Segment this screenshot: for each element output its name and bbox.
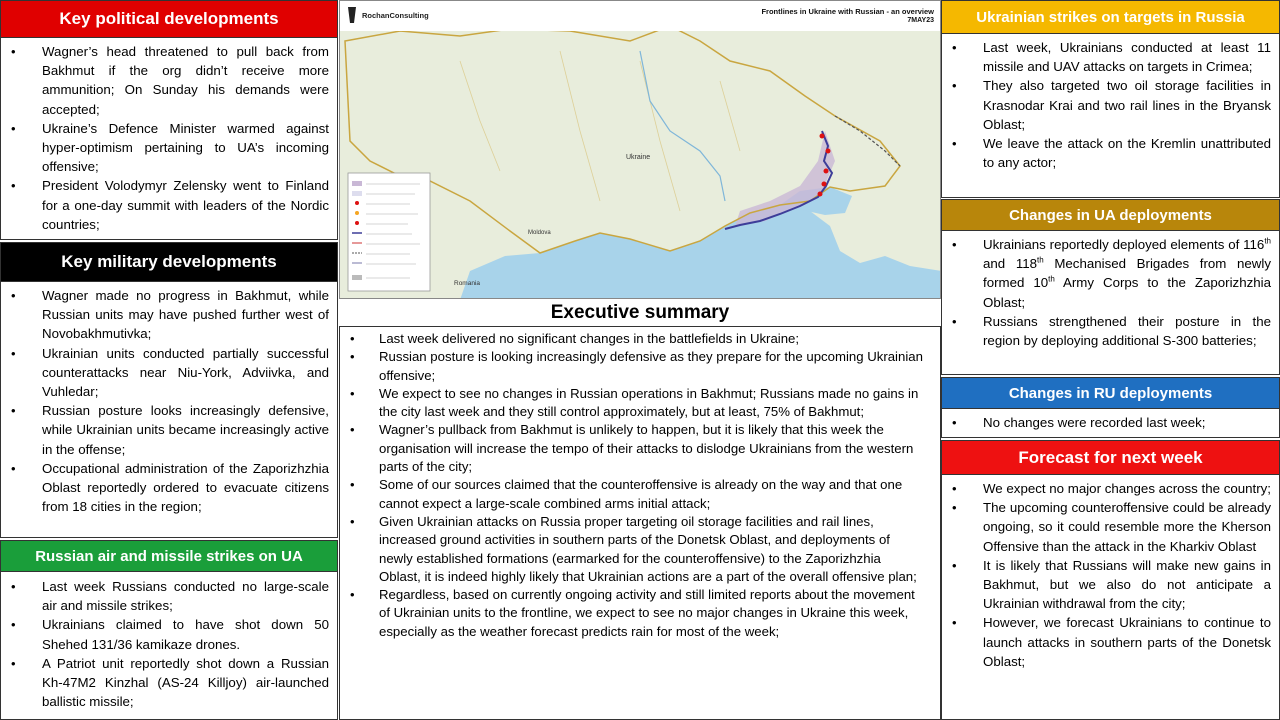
political-item: • Ukraine’s Defence Minister warmed against hyper-optimism pertaining to UA’s incoming offensive;	[11, 119, 329, 177]
ru-deployments-panel	[941, 377, 1280, 438]
strike-marker	[822, 182, 827, 187]
executive-list	[340, 327, 940, 641]
political-body	[0, 38, 338, 240]
map-title: Frontlines in Ukraine with Russian - an overview	[761, 7, 934, 16]
political-item: • Wagner’s head threatened to pull back from Bakhmut if the org didn’t receive more ammunition; On Sunday his demands were accepted;	[11, 42, 329, 119]
strike-marker	[824, 169, 829, 174]
air-header: Russian air and missile strikes on UA	[0, 540, 338, 572]
legend-swatch	[352, 191, 362, 196]
ua-deployments-list	[942, 231, 1279, 350]
air-item: • Ukrainians claimed to have shot down 50 Shehed 131/36 kamikaze drones.	[11, 615, 329, 653]
military-item: • Occupational administration of the Zaporizhzhia Oblast reportedly ordered to evacuate citizens from 18 cities in the region;	[11, 459, 329, 517]
strikes-body	[941, 34, 1280, 198]
ru-deployments-body	[941, 409, 1280, 438]
map-label-ukraine: Ukraine	[626, 154, 651, 161]
strike-marker	[826, 149, 831, 154]
map-graphic	[340, 1, 941, 299]
ua-deployments-item: • Russians strengthened their posture in the region by deploying additional S-300 batteries;	[952, 312, 1271, 350]
strikes-list	[942, 34, 1279, 172]
air-panel	[0, 540, 338, 720]
political-item: • President Volodymyr Zelensky went to Finland for a one-day summit with leaders of the Nordic countries;	[11, 176, 329, 234]
forecast-panel	[941, 440, 1280, 720]
ua-deployments-body	[941, 231, 1280, 375]
forecast-body	[941, 475, 1280, 720]
military-panel	[0, 242, 338, 538]
map-brand: RochanConsulting	[362, 11, 429, 20]
forecast-header: Forecast for next week	[941, 440, 1280, 475]
frontline-map[interactable]	[339, 0, 941, 299]
military-body	[0, 282, 338, 538]
map-date: 7MAY23	[907, 17, 934, 24]
forecast-item: • We expect no major changes across the country;	[952, 479, 1271, 498]
forecast-list	[942, 475, 1279, 671]
legend-swatch	[355, 221, 359, 225]
strike-marker	[818, 192, 823, 197]
legend-swatch	[355, 211, 359, 215]
strikes-item: • They also targeted two oil storage facilities in Krasnodar Krai and two rail lines in the Bryansk Oblast;	[952, 76, 1271, 134]
air-list	[1, 572, 337, 711]
political-list	[1, 38, 337, 234]
ua-deployments-header: Changes in UA deployments	[941, 199, 1280, 231]
legend-swatch	[355, 201, 359, 205]
executive-item: • We expect to see no changes in Russian operations in Bakhmut; Russians made no gains in the city last week and they still control approximately, but at least, 75% of Bakhmut;	[350, 385, 926, 422]
map-label-romania: Romania	[454, 280, 481, 287]
air-body	[0, 572, 338, 720]
strikes-header: Ukrainian strikes on targets in Russia	[941, 0, 1280, 34]
executive-summary-title: Executive summary	[550, 302, 730, 323]
strikes-item: • Last week, Ukrainians conducted at least 11 missile and UAV attacks on targets in Crimea;	[952, 38, 1271, 76]
ua-deployments-panel	[941, 199, 1280, 375]
map-header-band	[340, 1, 941, 31]
strike-marker	[820, 134, 825, 139]
political-header: Key political developments	[0, 0, 338, 38]
military-item: • Russian posture looks increasingly defensive, while Ukrainian units became increasingly active in the offense;	[11, 401, 329, 459]
forecast-item: • However, we forecast Ukrainians to continue to launch attacks in southern parts of the Donetsk Oblast;	[952, 613, 1271, 671]
executive-summary-body	[339, 326, 941, 720]
map-legend	[348, 173, 430, 291]
military-item: • Wagner made no progress in Bakhmut, while Russian units may have pushed further west of Novobakhmutivka;	[11, 286, 329, 344]
strikes-item: • We leave the attack on the Kremlin unattributed to any actor;	[952, 134, 1271, 172]
legend-swatch	[352, 275, 362, 280]
executive-item: • Russian posture is looking increasingly defensive as they prepare for the upcoming Ukrainian offensive;	[350, 348, 926, 385]
military-header: Key military developments	[0, 242, 338, 282]
ua-deployments-item: • Ukrainians reportedly deployed elements of 116th and 118th Mechanised Brigades from newly formed 10th Army Corps to the Zaporizhzhia Oblast;	[952, 235, 1271, 312]
air-item: • Last week Russians conducted no large-scale air and missile strikes;	[11, 577, 329, 615]
military-item: • Ukrainian units conducted partially successful counterattacks near Niu-York, Adviivka, and Vuhledar;	[11, 344, 329, 402]
executive-item: • Given Ukrainian attacks on Russia proper targeting oil storage facilities and rail lines, increased ground activities in southern parts of the Donetsk Oblast, and deployments of newly established formations (earmarked for the counteroffensive) to the Zaporizhzhia Oblast, it is indeed highly likely that Ukrainian actions are a part of the overall offensive plan;	[350, 513, 926, 586]
executive-item: • Regardless, based on currently ongoing activity and still limited reports about the movement of Ukrainian units to the frontline, we expect to see no major changes in Ukraine this week, especially as the weather forecast predicts rain for most of the week;	[350, 586, 926, 641]
ru-deployments-item: • No changes were recorded last week;	[952, 413, 1271, 432]
legend-swatch	[352, 181, 362, 186]
political-panel	[0, 0, 338, 240]
military-list	[1, 282, 337, 516]
ru-deployments-header: Changes in RU deployments	[941, 377, 1280, 409]
strikes-panel	[941, 0, 1280, 198]
air-item: • A Patriot unit reportedly shot down a Russian Kh-47M2 Kinzhal (AS-24 Killjoy) air-launched ballistic missile;	[11, 654, 329, 712]
forecast-item: • It is likely that Russians will make new gains in Bakhmut, but we also do not anticipate a Ukrainian withdrawal from the city;	[952, 556, 1271, 614]
ru-deployments-list	[942, 409, 1279, 432]
forecast-item: • The upcoming counteroffensive could be already ongoing, so it could resemble more the Kherson Offensive than the attack in the Kharkiv Oblast	[952, 498, 1271, 556]
map-label-moldova: Moldova	[528, 230, 551, 236]
executive-item: • Last week delivered no significant changes in the battlefields in Ukraine;	[350, 330, 926, 348]
executive-item: • Some of our sources claimed that the counteroffensive is already on the way and that one cannot expect a large-scale combined arms initial attack;	[350, 476, 926, 513]
executive-item: • Wagner’s pullback from Bakhmut is unlikely to happen, but it is likely that this week the organisation will increase the tempo of their attacks to dislodge Ukrainians from the western parts of the city;	[350, 421, 926, 476]
